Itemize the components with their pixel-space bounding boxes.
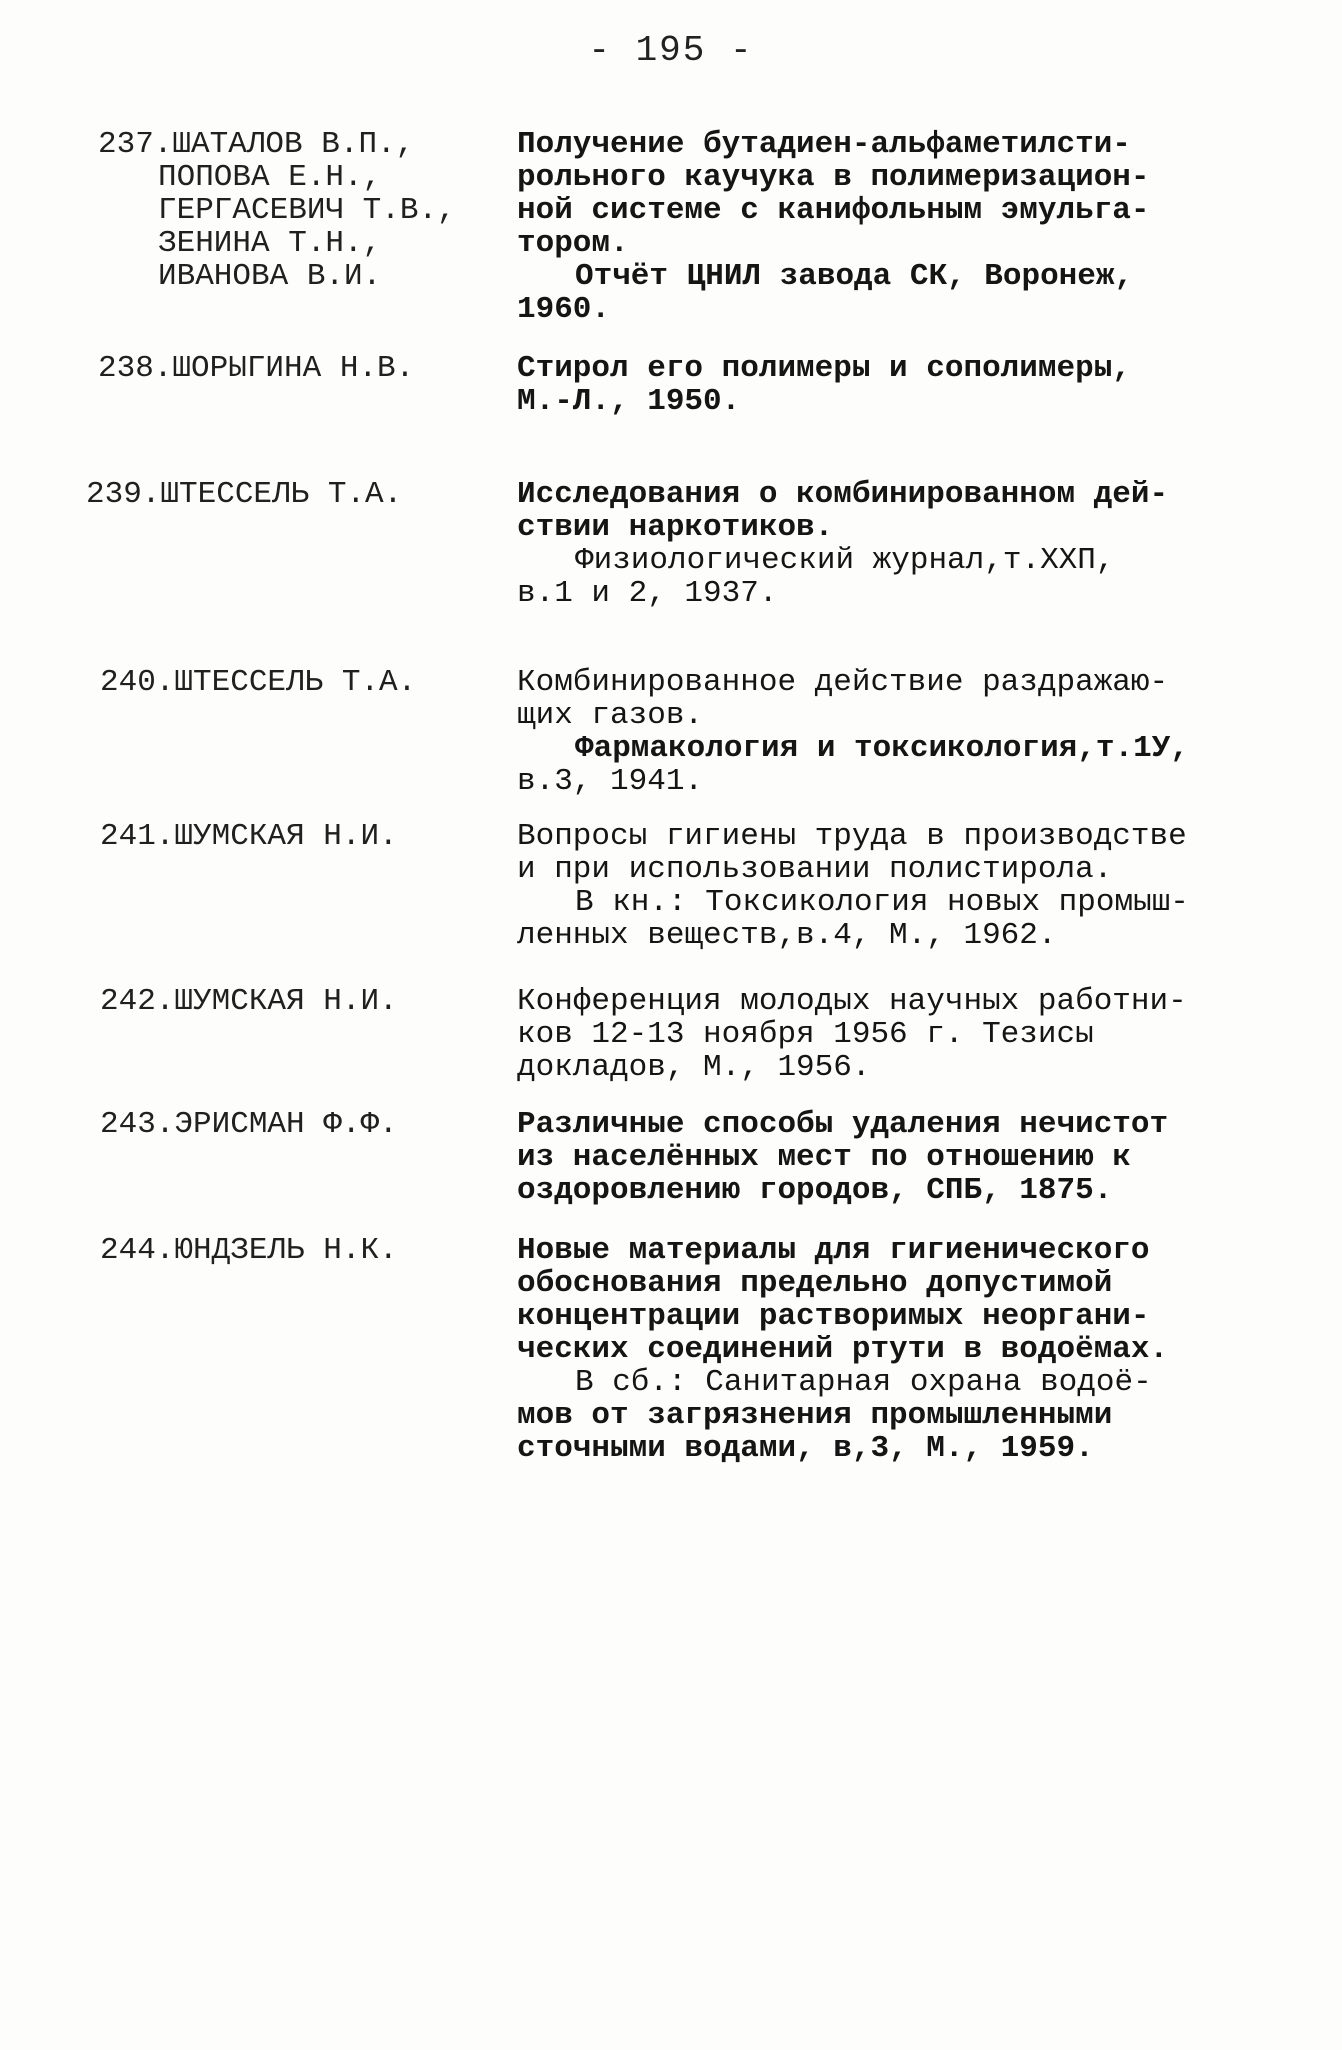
entry-authors xyxy=(100,1108,398,1141)
entry-authors xyxy=(100,1234,398,1267)
title-line: оздоровлению городов, СПБ, 1875. xyxy=(517,1173,1113,1208)
entry-title xyxy=(517,352,1277,418)
title-line: обоснования предельно допустимой xyxy=(517,1266,1113,1301)
author-line: ГЕРГАСЕВИЧ Т.В., xyxy=(158,193,456,228)
source-line: мов от загрязнения промышленными xyxy=(517,1398,1113,1433)
entry-authors xyxy=(98,352,414,385)
title-line: Различные способы удаления нечистот xyxy=(517,1107,1169,1142)
source-line: 1960. xyxy=(517,292,611,327)
title-line: ной системе с канифольным эмульга- xyxy=(517,193,1150,228)
entry-title xyxy=(517,478,1277,610)
source-line: в.1 и 2, 1937. xyxy=(517,576,778,611)
author-line: 244.ЮНДЗЕЛЬ Н.К. xyxy=(100,1233,398,1268)
author-line: 241.ШУМСКАЯ Н.И. xyxy=(100,819,398,854)
title-line: Конференция молодых научных работни- xyxy=(517,984,1187,1019)
source-line: Отчёт ЦНИЛ завода СК, Воронеж, xyxy=(575,259,1134,294)
title-line: рольного каучука в полимеризацион- xyxy=(517,160,1150,195)
title-line: Исследования о комбинированном дей- xyxy=(517,477,1169,512)
title-line: из населённых мест по отношению к xyxy=(517,1140,1131,1175)
author-line: 238.ШОРЫГИНА Н.В. xyxy=(98,351,415,386)
title-line: Комбинированное действие раздражаю- xyxy=(517,665,1169,700)
entry-title xyxy=(517,1234,1277,1465)
source-line: Физиологический журнал,т.ХХП, xyxy=(575,543,1115,578)
author-line: 237.ШАТАЛОВ В.П., xyxy=(98,127,415,162)
title-line: М.-Л., 1950. xyxy=(517,384,741,419)
author-line: 243.ЭРИСМАН Ф.Ф. xyxy=(100,1107,398,1142)
title-line: ческих соединений ртути в водоёмах. xyxy=(517,1332,1169,1367)
entry-title xyxy=(517,820,1277,952)
author-line: 239.ШТЕССЕЛЬ Т.А. xyxy=(86,477,403,512)
author-line: ЗЕНИНА Т.Н., xyxy=(158,226,382,261)
title-line: Вопросы гигиены труда в производстве xyxy=(517,819,1187,854)
title-line: Стирол его полимеры и сополимеры, xyxy=(517,351,1131,386)
title-line: ствии наркотиков. xyxy=(517,510,834,545)
entry-title xyxy=(517,128,1277,326)
author-line: 242.ШУМСКАЯ Н.И. xyxy=(100,984,398,1019)
source-line: В сб.: Санитарная охрана водоё- xyxy=(575,1365,1152,1400)
author-line: 240.ШТЕССЕЛЬ Т.А. xyxy=(100,665,417,700)
title-line: докладов, М., 1956. xyxy=(517,1050,871,1085)
title-line: и при использовании полистирола. xyxy=(517,852,1113,887)
title-line: Получение бутадиен-альфаметилсти- xyxy=(517,127,1131,162)
source-line: сточными водами, в,3, М., 1959. xyxy=(517,1431,1094,1466)
page-number: - 195 - xyxy=(588,30,754,71)
entry-authors xyxy=(86,478,402,511)
entry-authors xyxy=(100,666,416,699)
entry-title xyxy=(517,1108,1277,1207)
source-line: Фармакология и токсикология,т.1У, xyxy=(575,731,1189,766)
source-line: ленных веществ,в.4, М., 1962. xyxy=(517,918,1057,953)
entry-authors xyxy=(98,128,456,293)
source-line: В кн.: Токсикология новых промыш- xyxy=(575,885,1189,920)
author-line: ПОПОВА Е.Н., xyxy=(158,160,382,195)
title-line: Новые материалы для гигиенического xyxy=(517,1233,1150,1268)
author-line: ИВАНОВА В.И. xyxy=(158,259,382,294)
entry-authors xyxy=(100,820,398,853)
entry-title xyxy=(517,985,1277,1084)
source-line: в.3, 1941. xyxy=(517,764,704,799)
title-line: концентрации растворимых неоргани- xyxy=(517,1299,1150,1334)
title-line: ков 12-13 ноября 1956 г. Тезисы xyxy=(517,1017,1094,1052)
title-line: тором. xyxy=(517,226,629,261)
entry-title xyxy=(517,666,1277,798)
entry-authors xyxy=(100,985,398,1018)
title-line: щих газов. xyxy=(517,698,704,733)
